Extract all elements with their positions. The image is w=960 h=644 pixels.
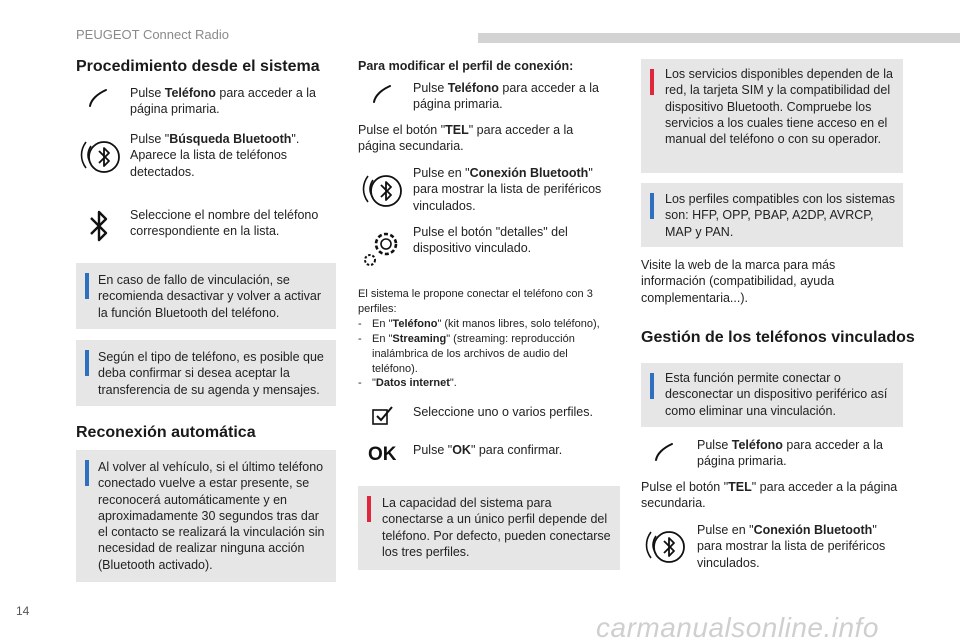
gear-details-icon bbox=[360, 224, 404, 270]
info-icon bbox=[650, 193, 654, 219]
checkbox-edit-icon bbox=[370, 404, 396, 428]
warning-icon bbox=[367, 496, 371, 522]
info-icon bbox=[85, 350, 89, 376]
info-box-pairing-failure: En caso de fallo de vinculación, se recomienda desactivar y volver a activar la función Bluetooth del teléfono. bbox=[76, 263, 336, 329]
info-icon bbox=[650, 373, 654, 399]
info-box-profiles: Los perfiles compatibles con los sistemas son: HFP, OPP, PBAP, A2DP, AVRCP, MAP y PAN. bbox=[641, 183, 903, 247]
bluetooth-icon bbox=[88, 208, 110, 244]
warning-box-profile-capacity: La capacidad del sistema para conectarse a un único perfil depende del teléfono. Por defecto, pueden conectarse los tres perfiles. bbox=[358, 486, 620, 570]
col1-step3: Seleccione el nombre del teléfono correspondiente en la lista. bbox=[130, 208, 319, 239]
col2-para1: Pulse el botón "TEL" para acceder a la página secundaria. bbox=[358, 123, 574, 154]
section-title-reconnection: Reconexión automática bbox=[76, 424, 256, 441]
list-item: - En "Streaming" (streaming: reproducción inalámbrica de los archivos de audio del teléfono). bbox=[358, 332, 616, 377]
info-icon bbox=[85, 460, 89, 486]
col2-step1: Pulse Teléfono para acceder a la página primaria. bbox=[413, 81, 599, 112]
section-title-paired-phones: Gestión de los teléfonos vinculados bbox=[641, 329, 915, 346]
phone-handset-icon bbox=[370, 82, 394, 106]
info-box-manage: Esta función permite conectar o desconectar un dispositivo periférico así como eliminar una vinculación. bbox=[641, 363, 903, 427]
col3-step2: Pulse en "Conexión Bluetooth" para mostrar la lista de periféricos vinculados. bbox=[697, 523, 886, 570]
profiles-list bbox=[358, 317, 616, 391]
col3-step1: Pulse Teléfono para acceder a la página primaria. bbox=[697, 438, 883, 469]
info-icon bbox=[85, 273, 89, 299]
bluetooth-search-icon bbox=[78, 132, 122, 178]
col2-step3: Pulse el botón "detalles" del dispositivo vinculado. bbox=[413, 225, 568, 256]
profiles-intro: El sistema le propone conectar el teléfono con 3 perfiles: bbox=[358, 288, 593, 315]
bluetooth-search-icon bbox=[643, 522, 687, 568]
col2-step5: Pulse "OK" para confirmar. bbox=[413, 443, 563, 457]
col2-step4: Seleccione uno o varios perfiles. bbox=[413, 405, 593, 419]
list-item: - "Datos internet". bbox=[358, 376, 616, 391]
col3-para2: Pulse el botón "TEL" para acceder a la página secundaria. bbox=[641, 480, 898, 511]
running-header: PEUGEOT Connect Radio bbox=[76, 27, 229, 42]
header-bar bbox=[478, 33, 960, 43]
col1-step1: Pulse Teléfono para acceder a la página primaria. bbox=[130, 86, 316, 117]
page-number: 14 bbox=[16, 604, 30, 618]
col3-para1: Visite la web de la marca para más información (compatibilidad, ayuda complementaria...). bbox=[641, 258, 836, 305]
section-title-procedure: Procedimiento desde el sistema bbox=[76, 58, 320, 75]
phone-handset-icon bbox=[86, 86, 110, 110]
col1-step2: Pulse "Búsqueda Bluetooth". Aparece la lista de teléfonos detectados. bbox=[130, 132, 300, 179]
col2-step2: Pulse en "Conexión Bluetooth" para mostrar la lista de periféricos vinculados. bbox=[413, 166, 602, 213]
ok-icon: OK bbox=[368, 444, 397, 465]
warning-box-services: Los servicios disponibles dependen de la red, la tarjeta SIM y la compatibilidad del dispositivo Bluetooth. Compruebe los servicios a los cuales tiene acceso en el manual del teléfono o con su operador. bbox=[641, 59, 903, 173]
watermark-logo[interactable]: carmanualsonline.info bbox=[596, 612, 879, 643]
warning-icon bbox=[650, 69, 654, 95]
bluetooth-search-icon bbox=[360, 166, 404, 212]
list-item: - En "Teléfono" (kit manos libres, solo teléfono), bbox=[358, 317, 616, 332]
phone-handset-icon bbox=[652, 440, 676, 464]
col2-title: Para modificar el perfil de conexión: bbox=[358, 59, 574, 73]
info-box-auto-reconnect: Al volver al vehículo, si el último teléfono conectado vuelve a estar presente, se reconocerá automáticamente y en aproximadamente 30 segundos tras dar el contacto se realizará la vinculación sin necesidad de realizar ninguna acción (Bluetooth activado). bbox=[76, 450, 336, 582]
info-box-phone-type: Según el tipo de teléfono, es posible que deba confirmar si desea aceptar la transferencia de su agenda y mensajes. bbox=[76, 340, 336, 406]
